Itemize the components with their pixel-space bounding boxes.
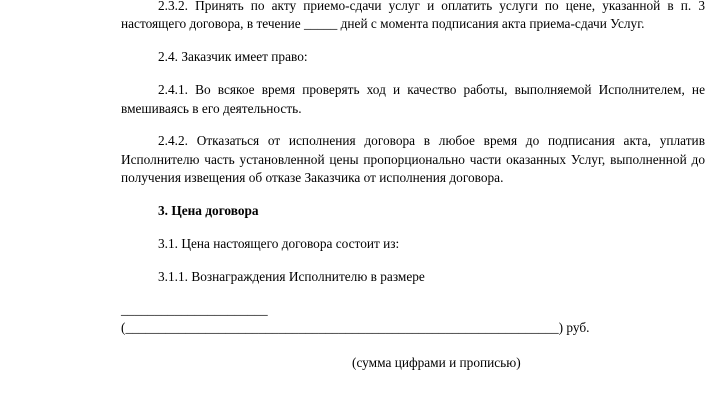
paragraph-clause-2-4: 2.4. Заказчик имеет право:	[158, 49, 308, 65]
section-3-heading: 3. Цена договора	[158, 203, 259, 218]
paragraph-clause-2-4-2: 2.4.2. Отказаться от исполнения договора в любое время до подписания акта, уплатив Исполнителю часть установленной цены пропорционально части оказанных Услуг, выполненной до получения извещения об отказе Заказчика от исполнения договора.	[121, 133, 705, 186]
paragraph-clause-2-3-2: 2.3.2. Принять по акту приемо-сдачи услуг и оплатить услуги по цене, указанной в п. 3 настоящего договора, в течение _____ дней с момента подписания акта приема-сдачи Услуг.	[121, 0, 705, 32]
amount-caption: (сумма цифрами и прописью)	[352, 355, 521, 371]
amount-blank-line: ______________________ (_________________________________________________________________) руб.	[121, 301, 590, 336]
paragraph-clause-3-1-1: 3.1.1. Вознаграждения Исполнителю в размере	[158, 268, 425, 284]
paragraph-clause-2-4-1: 2.4.1. Во всякое время проверять ход и качество работы, выполняемой Исполнителем, не вмешиваясь в его деятельность.	[121, 82, 705, 116]
paragraph-clause-3-1: 3.1. Цена настоящего договора состоит из:	[158, 235, 400, 251]
